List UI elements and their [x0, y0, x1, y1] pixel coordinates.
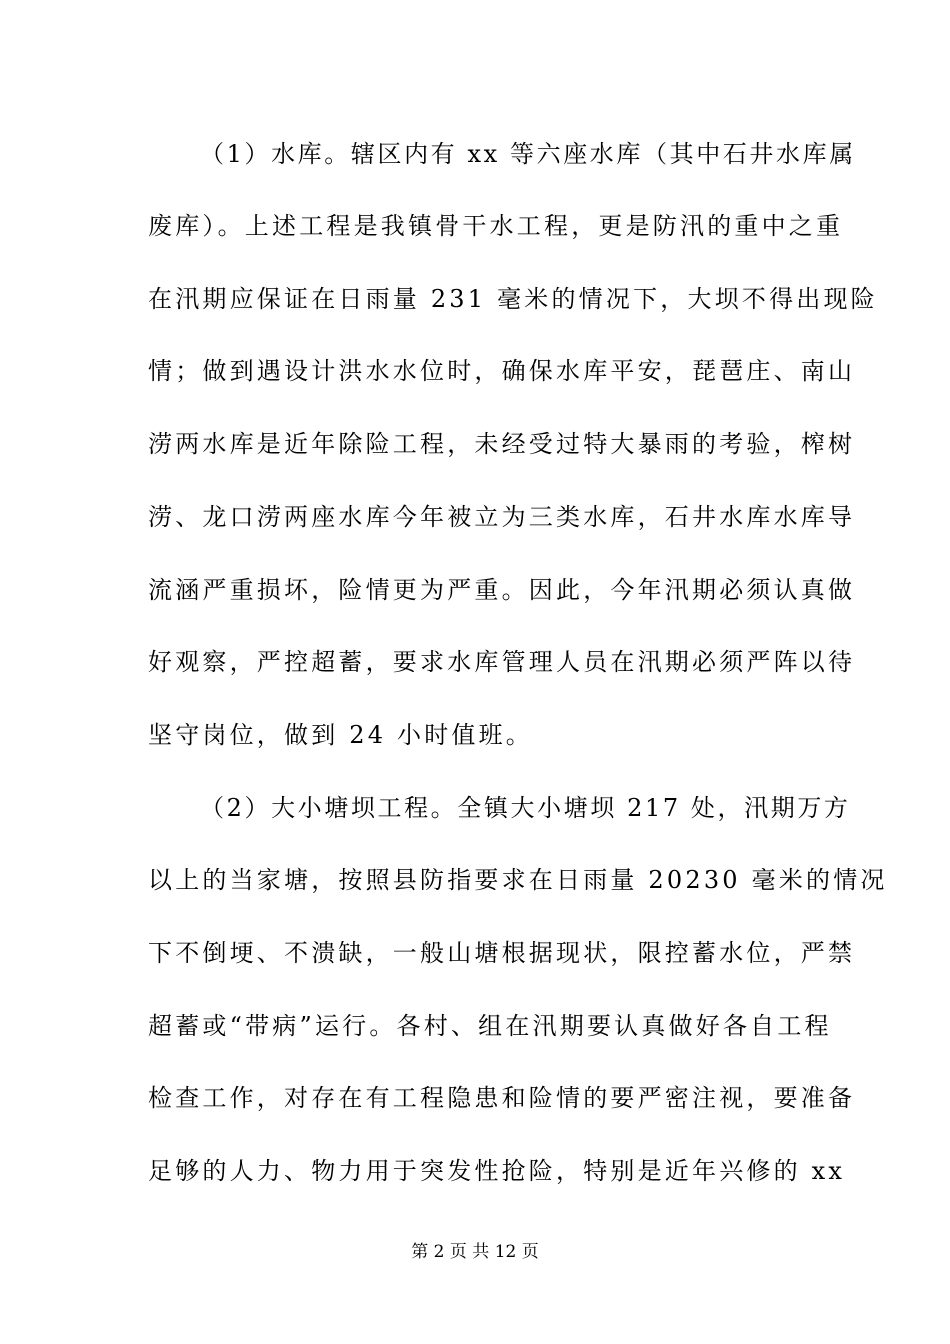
paragraph-2-line-4: 超蓄或“带病”运行。各村、组在汛期要认真做好各自工程: [148, 1012, 832, 1040]
paragraph-1-line-9: 坚守岗位，做到 24 小时值班。: [148, 721, 533, 749]
paragraph-2-line-5: 检查工作，对存在有工程隐患和险情的要严密注视，要准备: [148, 1084, 856, 1112]
paragraph-1-line-8: 好观察，严控超蓄，要求水库管理人员在汛期必须严阵以待: [148, 648, 856, 676]
paragraph-1-line-1: （1）水库。辖区内有 xx 等六座水库（其中石井水库属: [200, 140, 856, 168]
paragraph-2-line-6: 足够的人力、物力用于突发性抢险，特别是近年兴修的 xx: [148, 1157, 846, 1185]
paragraph-1-line-2: 废库）。上述工程是我镇骨干水工程，更是防汛的重中之重: [148, 212, 844, 240]
page-footer: 第 2 页 共 12 页: [411, 1242, 539, 1262]
paragraph-1-line-4: 情；做到遇设计洪水水位时，确保水库平安，琵琶庄、南山: [148, 357, 856, 385]
paragraph-1-line-3: 在汛期应保证在日雨量 231 毫米的情况下，大坝不得出现险: [148, 285, 878, 313]
paragraph-2-line-3: 下不倒埂、不溃缺，一般山塘根据现状，限控蓄水位，严禁: [148, 939, 856, 967]
paragraph-2-line-1: （2）大小塘坝工程。全镇大小塘坝 217 处，汛期万方: [200, 794, 851, 822]
paragraph-1-line-6: 涝、龙口涝两座水库今年被立为三类水库，石井水库水库导: [148, 503, 856, 531]
paragraph-1-line-5: 涝两水库是近年除险工程，未经受过特大暴雨的考验，榨树: [148, 430, 856, 458]
paragraph-2-line-2: 以上的当家塘，按照县防指要求在日雨量 20230 毫米的情况: [148, 866, 888, 894]
paragraph-1-line-7: 流涵严重损坏，险情更为严重。因此，今年汛期必须认真做: [148, 576, 856, 604]
